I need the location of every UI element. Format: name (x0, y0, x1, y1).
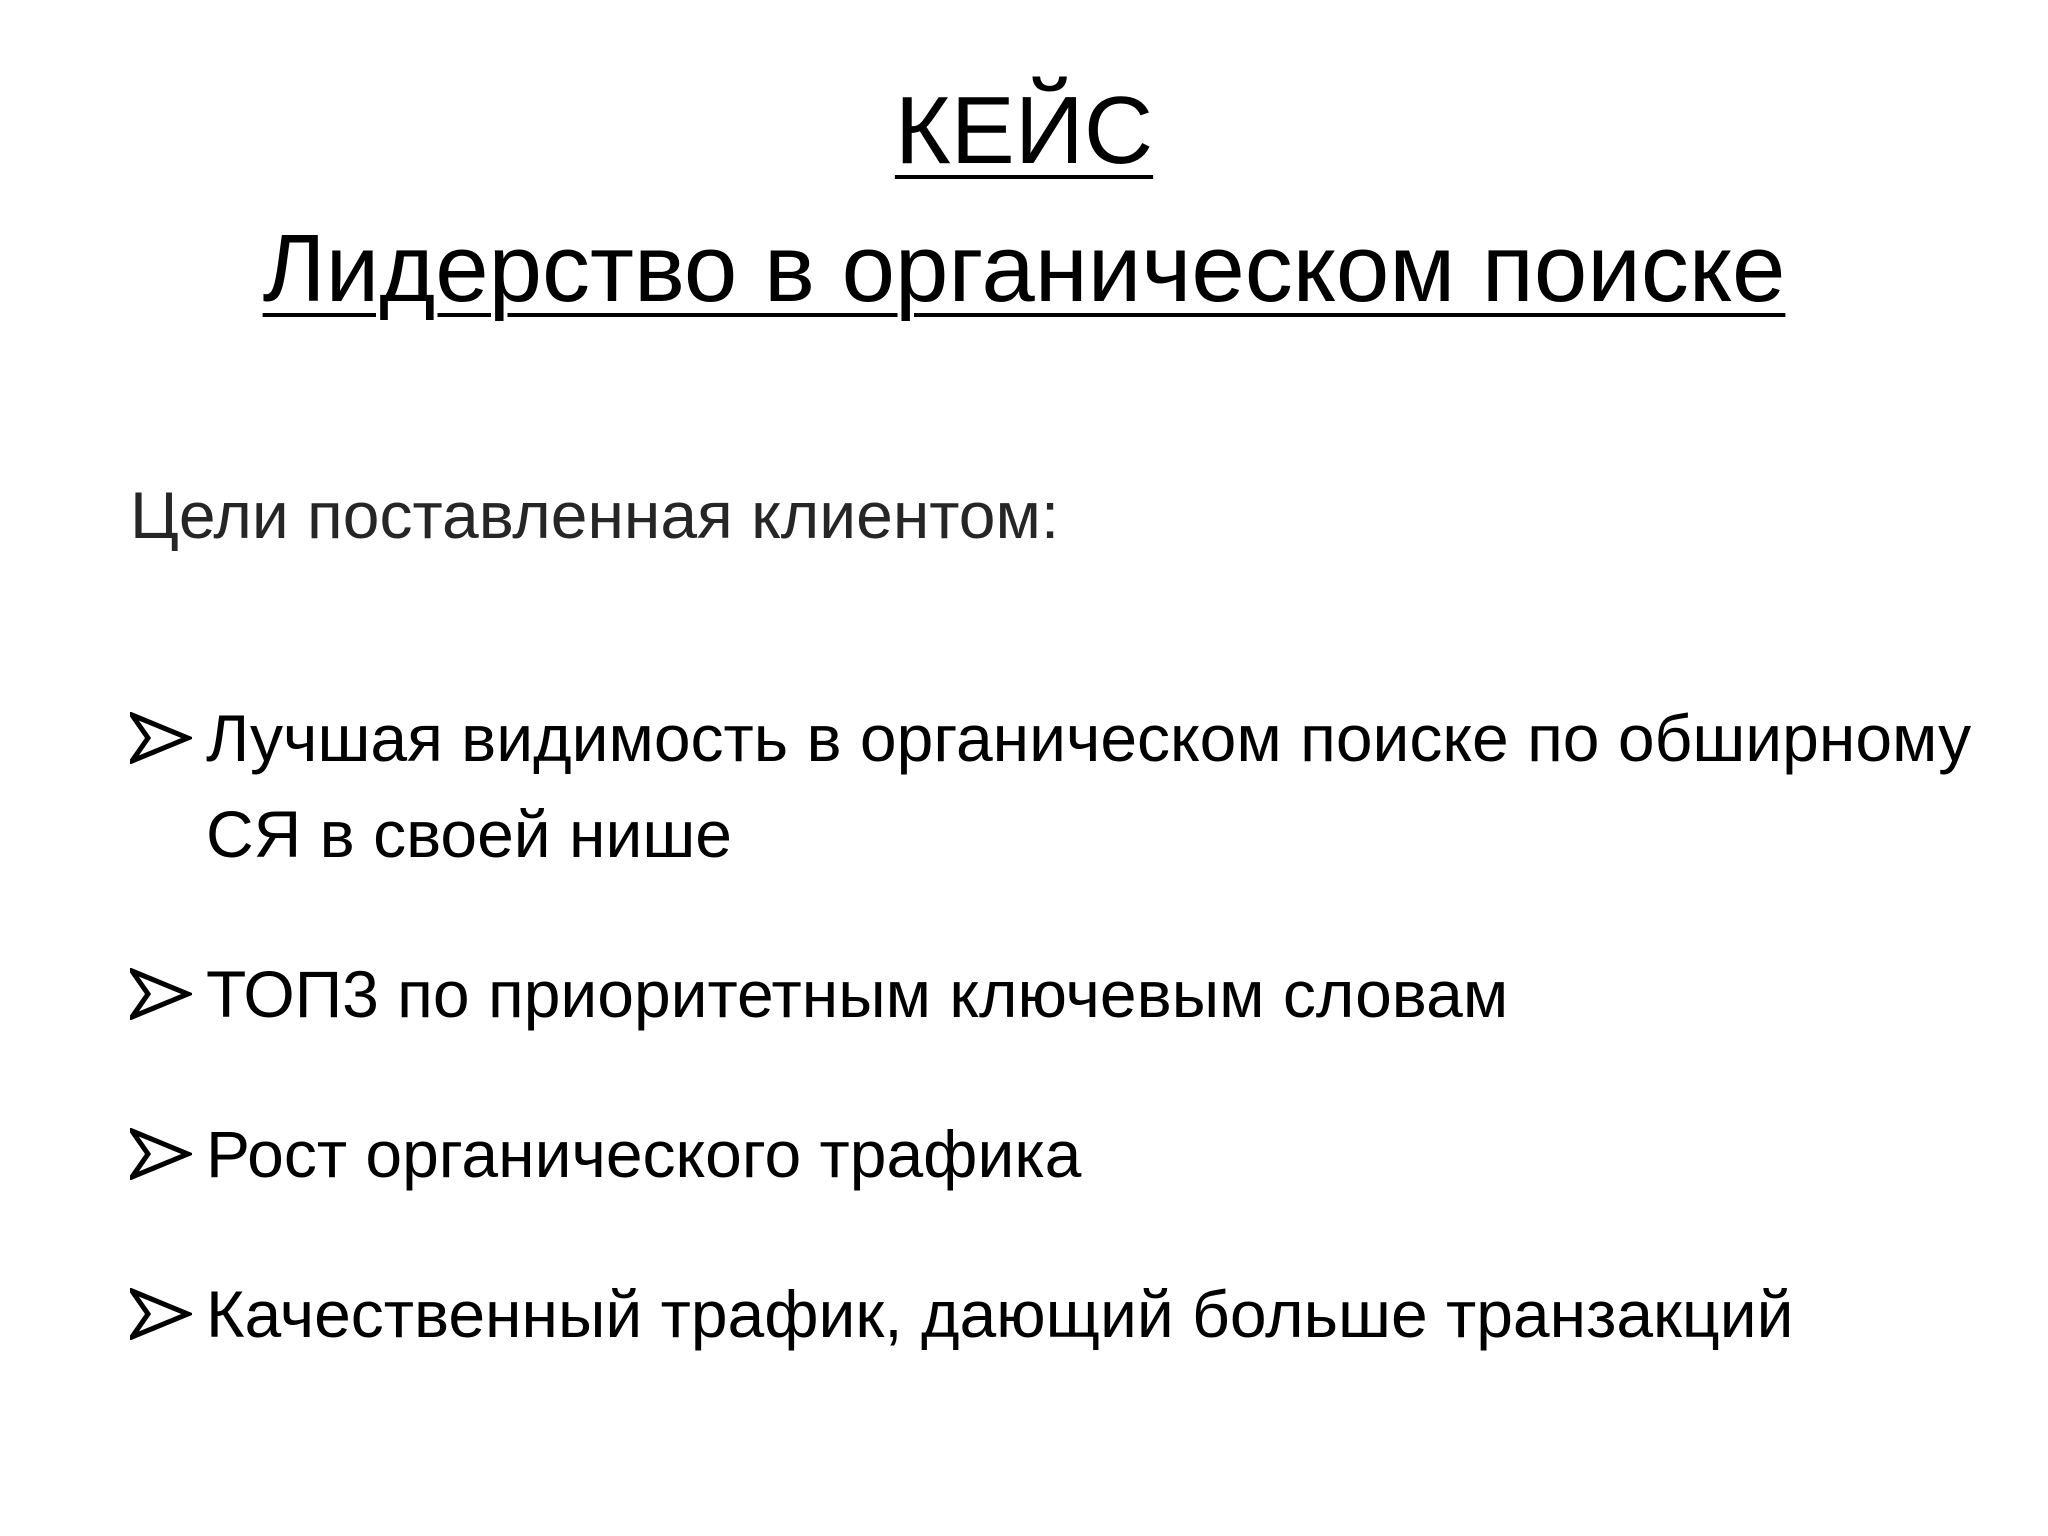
title-line-1: КЕЙС (894, 77, 1154, 184)
slide-title (0, 62, 2048, 338)
list-item (130, 690, 2010, 882)
arrow-bullet-icon (130, 1266, 206, 1362)
list-item-text: Рост органического трафика (206, 1117, 1082, 1191)
arrow-bullet-icon (130, 690, 206, 786)
goals-list (130, 690, 2010, 1362)
arrow-bullet-icon (130, 946, 206, 1042)
goals-heading: Цели поставленная клиентом: (130, 478, 1060, 552)
list-item-text: Качественный трафик, дающий больше транзакций (206, 1277, 1794, 1351)
title-line-2: Лидерство в органическом поиске (262, 215, 1786, 322)
list-item (130, 1266, 2010, 1362)
list-item (130, 946, 2010, 1042)
list-item (130, 1106, 2010, 1202)
list-item-text: Лучшая видимость в органическом поиске по обширному СЯ в своей нише (206, 701, 1972, 871)
list-item-text: ТОП3 по приоритетным ключевым словам (206, 957, 1509, 1031)
arrow-bullet-icon (130, 1106, 206, 1202)
